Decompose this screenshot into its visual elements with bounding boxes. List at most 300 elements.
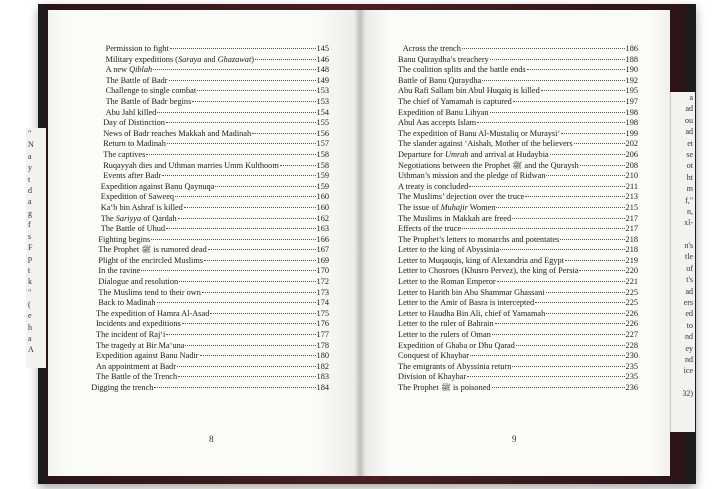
toc-entry-title-part: The Muslims in Makkah are freed xyxy=(398,213,512,223)
toc-entry-page: 230 xyxy=(625,351,638,361)
toc-entry-title-part: The Muslims tend to their own xyxy=(98,287,201,297)
toc-entry-title-part: Permission to fight xyxy=(105,44,169,53)
toc-entry-title-part: Digging the trench xyxy=(91,383,154,392)
toc-entry-page: 192 xyxy=(625,75,638,85)
toc-entry-page: 184 xyxy=(316,383,329,392)
toc-entry-title xyxy=(398,330,491,341)
toc-entry-title xyxy=(398,182,468,193)
toc-entry-page: 195 xyxy=(625,86,638,96)
toc-entry-title xyxy=(106,44,169,55)
toc-entry xyxy=(98,298,329,309)
toc-entry-title-part: Abu Jahl killed xyxy=(105,107,157,117)
toc-entry-title-part: The xyxy=(100,213,116,223)
toc-entry-page: 156 xyxy=(316,128,329,138)
toc-entry xyxy=(96,351,329,362)
jacket-text-fragment: k xyxy=(28,277,32,287)
toc-entry-title xyxy=(398,245,499,256)
toc-entry-leader xyxy=(462,48,625,49)
toc-entry-leader xyxy=(182,323,316,324)
toc-entry-page: 225 xyxy=(625,298,638,308)
toc-entry-title-part: Women xyxy=(467,202,496,212)
toc-entry-title-part: Expedition against Banu Nadir xyxy=(96,351,199,361)
toc-entry-page: 159 xyxy=(316,181,329,191)
toc-entry xyxy=(398,383,638,394)
toc-entry-leader xyxy=(579,270,624,271)
toc-entry-page: 176 xyxy=(316,319,329,329)
toc-entry-leader xyxy=(151,239,315,240)
toc-entry-title xyxy=(106,86,197,97)
toc-entry-leader xyxy=(535,302,624,303)
jacket-text-fragment: ad xyxy=(685,127,693,137)
toc-entry-page: 145 xyxy=(316,44,329,53)
toc-entry-title-part: The incident of Raj‘i xyxy=(96,330,166,340)
toc-entry-title-part: Letter to Haudha Bin Ali, chief of Yamamah xyxy=(398,308,546,318)
toc-entry-title-part: In the ravine xyxy=(98,266,141,276)
toc-entry-leader xyxy=(166,334,315,335)
toc-entry-title xyxy=(398,351,469,362)
toc-entry-leader xyxy=(179,281,315,282)
toc-entry xyxy=(398,235,638,246)
toc-entry-title-part: The chief of Yamamah is captured xyxy=(398,96,512,106)
toc-entry xyxy=(398,214,638,225)
toc-entry xyxy=(101,203,329,214)
toc-entry-title-part: Letter to the Amir of Basra is intercepted xyxy=(398,298,535,308)
toc-entry xyxy=(106,108,329,119)
toc-entry-leader xyxy=(154,387,315,388)
toc-entry-title xyxy=(398,76,481,87)
toc-entry-title xyxy=(398,341,515,352)
toc-entry-page: 148 xyxy=(316,65,329,75)
toc-entry-title xyxy=(96,319,181,330)
toc-entry-title-part: Letter to the rulers of Oman xyxy=(398,330,491,340)
toc-entry-title xyxy=(398,161,579,172)
toc-entry-title-part: Letter to Harith bin Abu Shammar Ghassani xyxy=(398,287,545,297)
toc-entry-leader xyxy=(141,270,315,271)
toc-entry xyxy=(98,245,329,256)
toc-entry-title xyxy=(398,55,489,66)
jacket-text-fragment: ey xyxy=(685,343,693,353)
toc-entry xyxy=(101,224,329,235)
jacket-text-fragment: ou xyxy=(685,115,693,125)
jacket-text-fragment: nd xyxy=(685,332,693,342)
jacket-text-fragment xyxy=(671,229,695,240)
jacket-text-fragment: m xyxy=(686,184,693,194)
toc-entry-leader xyxy=(184,207,316,208)
toc-entry xyxy=(398,182,638,193)
toc-entry xyxy=(101,192,329,203)
toc-entry-title-part: The expedition of Hamra Al-Asad xyxy=(96,308,210,318)
toc-entry-page: 174 xyxy=(316,298,329,308)
toc-entry-page: 225 xyxy=(625,287,638,297)
toc-entry xyxy=(106,86,329,97)
toc-entry xyxy=(398,288,638,299)
toc-entry-page: 173 xyxy=(316,287,329,297)
jacket-text-fragment: ice xyxy=(683,366,693,376)
toc-entry xyxy=(398,65,638,76)
toc-entry-leader xyxy=(204,260,316,261)
toc-entry-title-part: Challenge to single combat xyxy=(105,86,197,96)
toc-entry-page: 236 xyxy=(625,383,638,392)
toc-entry-leader xyxy=(561,133,624,134)
toc-entry-title xyxy=(398,150,549,161)
toc-entry-leader xyxy=(157,302,316,303)
toc-entry-leader xyxy=(185,345,315,346)
toc-entry-page: 202 xyxy=(625,139,638,149)
toc-entry-title-part: Back to Madinah xyxy=(98,298,156,308)
toc-entry-title xyxy=(398,362,511,373)
toc-entry-page: 219 xyxy=(625,255,638,265)
toc-entry-title xyxy=(398,288,545,299)
toc-entry-title xyxy=(96,362,176,373)
toc-entry-title xyxy=(398,277,496,288)
toc-entry-title-part: The Battle of the Trench xyxy=(96,372,178,382)
toc-entry xyxy=(398,139,638,150)
jacket-text-fragment: ( xyxy=(28,299,31,309)
toc-entry xyxy=(398,319,638,330)
toc-entry xyxy=(398,372,638,383)
jacket-text-fragment: d xyxy=(28,185,32,195)
toc-entry-title xyxy=(398,108,489,119)
toc-entry-title xyxy=(398,97,512,108)
toc-entry-title-part: Umrah xyxy=(445,149,469,159)
dust-jacket-flap-left xyxy=(26,128,46,368)
toc-entry-page: 162 xyxy=(316,213,329,223)
toc-entry-title-part: Events after Badr xyxy=(103,171,162,181)
toc-entry-title-part: ) xyxy=(251,54,255,64)
toc-entry xyxy=(398,192,638,203)
toc-entry-leader xyxy=(252,133,315,134)
toc-entry-page: 221 xyxy=(625,277,638,287)
toc-entry-leader xyxy=(513,101,625,102)
jacket-text-fragment: p xyxy=(28,254,32,264)
toc-entry xyxy=(96,372,329,383)
toc-entry-title-part: Day of Distinction xyxy=(103,118,165,128)
toc-entry-page: 235 xyxy=(625,372,638,382)
page-number-right: 9 xyxy=(512,434,517,444)
toc-entry xyxy=(96,330,329,341)
toc-entry xyxy=(98,288,329,299)
jacket-text-fragment: F xyxy=(28,242,33,252)
toc-entry-title-part: and xyxy=(201,54,218,64)
toc-entry xyxy=(398,203,638,214)
toc-entry-page: 149 xyxy=(316,75,329,85)
toc-entry-title xyxy=(398,319,494,330)
toc-entry-leader xyxy=(527,69,625,70)
toc-entry-title xyxy=(398,383,491,394)
toc-entry xyxy=(398,351,638,362)
toc-entry-leader xyxy=(200,355,316,356)
toc-entry-title-part: Qiblah xyxy=(129,65,153,75)
toc-entry-leader xyxy=(541,90,625,91)
toc-entry-title-part: The Prophet ﷺ is poisoned xyxy=(398,383,491,392)
jacket-text-fragment: n, xyxy=(687,206,693,216)
toc-entry xyxy=(398,55,638,66)
toc-entry-leader xyxy=(255,59,316,60)
toc-entry-title-part: Conquest of Khaybar xyxy=(398,351,469,361)
toc-entry-title-part: Expedition of Ghaba or Dhu Qarad xyxy=(398,340,515,350)
jacket-text-fragment: y xyxy=(28,163,32,173)
toc-entry xyxy=(106,76,329,87)
toc-entry-title xyxy=(398,86,540,97)
toc-entry-page: 155 xyxy=(316,118,329,128)
toc-entry xyxy=(98,277,329,288)
toc-entry-title-part: The Muslims’ dejection over the truce xyxy=(398,192,525,202)
toc-entry-title-part: Letter to Muqauqis, king of Alexandria and Egypt xyxy=(398,255,564,265)
jacket-text-fragment: ot xyxy=(686,161,693,171)
toc-entry xyxy=(96,309,329,320)
toc-entry-page: 188 xyxy=(625,54,638,64)
toc-entry-page: 157 xyxy=(316,139,329,149)
toc-entry-page: 169 xyxy=(316,255,329,265)
toc-entry-leader xyxy=(467,376,624,377)
toc-entry xyxy=(103,150,329,161)
jacket-text-fragment: f," xyxy=(685,195,693,205)
toc-entry-title-part: Negotiations between the Prophet ﷺ and the Quraysh xyxy=(398,160,579,170)
toc-entry-page: 215 xyxy=(625,202,638,212)
toc-entry-title xyxy=(398,256,564,267)
toc-entry-title-part: The Prophet’s letters to monarchs and potentates xyxy=(398,234,560,244)
toc-entry-leader xyxy=(280,165,316,166)
toc-entry-title-part: Military expeditions ( xyxy=(105,54,178,64)
toc-entry-leader xyxy=(546,313,624,314)
toc-entry-title xyxy=(96,372,177,383)
toc-entry-leader xyxy=(512,366,624,367)
jacket-text-fragment: of xyxy=(686,263,693,273)
toc-entry-leader xyxy=(153,69,315,70)
toc-entry-title-part: Letter to the ruler of Bahrain xyxy=(398,319,494,329)
toc-entry-page: 178 xyxy=(316,340,329,350)
toc-entry-page: 206 xyxy=(625,149,638,159)
jacket-text-fragment: to xyxy=(686,320,693,330)
toc-entry-title-part: Expedition of Saweeq xyxy=(100,192,175,202)
toc-entry-title-part: Banu Quraydha’s treachery xyxy=(398,54,489,64)
toc-entry-page: 213 xyxy=(625,192,638,202)
toc-entry-title xyxy=(398,235,559,246)
toc-entry-page: 154 xyxy=(316,107,329,117)
toc-entry-title xyxy=(103,150,145,161)
toc-entry xyxy=(98,235,329,246)
toc-entry xyxy=(96,319,329,330)
jacket-text-fragment: se xyxy=(686,149,693,159)
toc-entry-leader xyxy=(177,366,316,367)
toc-entry-page: 210 xyxy=(625,171,638,181)
toc-entry-title-part: Abu Rafi Sallam bin Abul Huqaiq is killed xyxy=(398,86,540,96)
toc-entry-leader xyxy=(469,186,625,187)
toc-entry-title xyxy=(103,118,165,129)
toc-entry-leader xyxy=(208,249,316,250)
toc-entry-title-part: and arrival at Hudaybia xyxy=(468,149,549,159)
toc-entry-page: 190 xyxy=(625,65,638,75)
jacket-text-fragment: s xyxy=(28,231,32,241)
toc-entry-title-part: The captives xyxy=(103,149,146,159)
toc-entry-title-part: Battle of Banu Quraydha xyxy=(398,75,482,85)
toc-entry xyxy=(403,44,638,55)
toc-entry-title xyxy=(103,161,279,172)
toc-entry-title xyxy=(106,65,153,76)
toc-entry xyxy=(398,118,638,129)
toc-entry-title-part: Saraya xyxy=(177,54,202,64)
toc-entry-leader xyxy=(546,175,624,176)
jacket-text-fragment: a xyxy=(28,197,32,207)
toc-entry xyxy=(106,44,329,55)
toc-entry-title xyxy=(106,97,192,108)
toc-entry xyxy=(106,55,329,66)
toc-entry-page: 175 xyxy=(316,308,329,318)
toc-entry-title xyxy=(398,214,511,225)
toc-entry xyxy=(398,108,638,119)
toc-entry-title xyxy=(101,224,165,235)
toc-entry-leader xyxy=(197,90,315,91)
toc-entry-title xyxy=(398,171,545,182)
toc-entry-title xyxy=(91,383,153,394)
toc-entry-title xyxy=(98,256,203,267)
toc-entry-page: 160 xyxy=(316,192,329,202)
toc-entry-title-part: The coalition splits and the battle ends xyxy=(398,65,526,75)
toc-entry-title xyxy=(398,129,560,140)
toc-entry-page: 177 xyxy=(316,330,329,340)
toc-entry-page: 180 xyxy=(316,351,329,361)
toc-entry-leader xyxy=(462,228,624,229)
toc-entry-leader xyxy=(202,292,316,293)
toc-entry-page: 183 xyxy=(316,372,329,382)
toc-entry-title xyxy=(106,76,168,87)
jacket-text-fragment: a xyxy=(28,334,32,344)
toc-entry xyxy=(103,129,329,140)
toc-entry-leader xyxy=(492,334,625,335)
toc-entry-title xyxy=(398,118,476,129)
jacket-text-fragment: f xyxy=(28,220,31,230)
toc-entry-title-part: A new xyxy=(105,65,130,75)
toc-entry xyxy=(96,341,329,352)
toc-entry-leader xyxy=(490,59,625,60)
toc-entry-title xyxy=(398,309,545,320)
jacket-text-fragment: ht xyxy=(686,172,693,182)
toc-entry-page: 228 xyxy=(625,340,638,350)
toc-entry-title xyxy=(101,214,177,225)
toc-entry-title xyxy=(398,203,495,214)
toc-entry xyxy=(103,161,329,172)
toc-entry-leader xyxy=(192,101,315,102)
toc-entry-title-part: The issue of xyxy=(398,202,441,212)
toc-entry-title xyxy=(101,203,183,214)
toc-entry-page: 199 xyxy=(625,128,638,138)
toc-entry-page: 153 xyxy=(316,96,329,106)
toc-entry xyxy=(398,309,638,320)
toc-entry-title xyxy=(398,266,578,277)
toc-entry-page: 227 xyxy=(625,330,638,340)
toc-entry-page: 159 xyxy=(316,171,329,181)
toc-entry-page: 158 xyxy=(316,160,329,170)
toc-entry-title xyxy=(96,341,184,352)
toc-entry-page: 198 xyxy=(625,118,638,128)
toc-entry xyxy=(398,256,638,267)
toc-entry-page: 226 xyxy=(625,319,638,329)
toc-entry xyxy=(101,214,329,225)
toc-entry-leader xyxy=(497,281,625,282)
toc-entry-title xyxy=(398,298,534,309)
toc-entry-title-part: of Qardah xyxy=(141,213,177,223)
dust-jacket-flap-right xyxy=(670,92,695,432)
toc-entry-leader xyxy=(560,239,624,240)
toc-entry-title-part: Letter to the Roman Emperor xyxy=(398,277,496,287)
toc-entry-title xyxy=(98,245,206,256)
jacket-text-fragment: e xyxy=(28,311,32,321)
toc-entry-leader xyxy=(550,154,625,155)
toc-entry-title-part: An appointment at Badr xyxy=(96,361,176,371)
toc-entry-title-part: Abul Aas accepts Islam xyxy=(398,118,477,128)
toc-entry-page: 208 xyxy=(625,160,638,170)
toc-entry-title-part: The expedition of Banu Al-Mustaliq or Muraysi‘ xyxy=(398,128,561,138)
toc-entry-title xyxy=(96,309,209,320)
toc-entry-title-part: Plight of the encircled Muslims xyxy=(98,255,204,265)
toc-entry xyxy=(398,298,638,309)
toc-entry-title-part: Letter to the king of Abyssinia xyxy=(398,245,500,255)
toc-entry xyxy=(101,182,329,193)
toc-entry-leader xyxy=(516,345,625,346)
jacket-text-fragment: xl- xyxy=(684,218,693,228)
jacket-text-fragment: et xyxy=(687,138,693,148)
toc-entry-leader xyxy=(492,387,625,388)
toc-entry-page: 218 xyxy=(625,234,638,244)
toc-entry-title xyxy=(98,277,178,288)
jacket-text-fragment: N xyxy=(28,140,34,150)
toc-entry-title xyxy=(398,65,526,76)
jacket-text-fragment xyxy=(671,377,695,388)
toc-entry-title-part: Letter to Chosroes (Khusro Pervez), the king of Persia xyxy=(398,266,579,276)
toc-entry-title xyxy=(103,129,251,140)
toc-entry-title xyxy=(103,171,161,182)
jacket-text-fragment: a xyxy=(689,93,693,102)
toc-entry-title-part: The tragedy at Bir Ma‘una xyxy=(96,340,185,350)
toc-entry-title-part: Ruqayyah dies and Uthman marries Umm Kulthoom xyxy=(103,160,279,170)
toc-entry-title-part: Incidents and expeditions xyxy=(96,319,181,329)
toc-entry-leader xyxy=(580,165,625,166)
toc-entry-title xyxy=(398,192,524,203)
toc-entry-title-part: A treaty is concluded xyxy=(398,181,469,191)
toc-entry-title-part: Expedition of Banu Lihyan xyxy=(398,107,489,117)
toc-entry-leader xyxy=(546,292,625,293)
toc-entry-page: 182 xyxy=(316,361,329,371)
jacket-text-fragment: h xyxy=(28,322,32,332)
toc-entry xyxy=(398,266,638,277)
toc-entry-leader xyxy=(175,196,315,197)
toc-entry-page: 220 xyxy=(625,266,638,276)
toc-entry-leader xyxy=(210,313,315,314)
toc-entry-leader xyxy=(215,186,315,187)
toc-entry-page: 217 xyxy=(625,224,638,234)
toc-entry-title-part: The Battle of Uhud xyxy=(100,224,166,234)
jacket-text-fragment: ers xyxy=(683,298,693,308)
toc-entry-title-part: Ka‘b bin Ashraf is killed xyxy=(100,202,183,212)
toc-entry-title-part: Fighting begins xyxy=(98,234,151,244)
toc-entry xyxy=(398,86,638,97)
toc-entry-page: 235 xyxy=(625,361,638,371)
toc-entry-title-part: Dialogue and resolution xyxy=(98,277,179,287)
toc-entry-leader xyxy=(146,154,315,155)
toc-entry-title-part: Uthman’s mission and the pledge of Ridwan xyxy=(398,171,546,181)
toc-entry-title-part: Expedition against Banu Qaynuqa xyxy=(100,181,215,191)
jacket-text-fragment: g xyxy=(28,208,32,218)
jacket-text-fragment: ad xyxy=(685,104,693,114)
toc-entry-page: 211 xyxy=(625,181,638,191)
toc-list-left xyxy=(91,44,329,394)
toc-entry-title xyxy=(96,330,165,341)
toc-entry xyxy=(398,171,638,182)
toc-entry-title-part: Ghazawat xyxy=(217,54,252,64)
jacket-text-fragment: A xyxy=(28,345,34,355)
toc-entry-leader xyxy=(490,112,625,113)
toc-entry xyxy=(398,330,638,341)
